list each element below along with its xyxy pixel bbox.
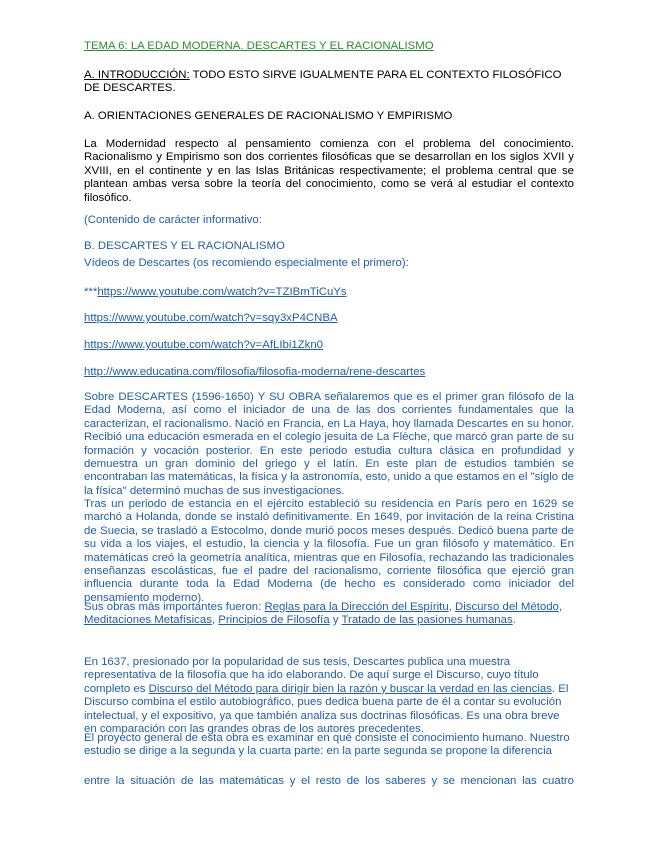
works-sep: , [558,601,563,613]
discurso-rest: . El Discurso combina el estilo autobiográfico, pues dedica buena parte de él a contar su evolución intelectual, y el expositivo, ya que también analiza sus doctrinas filosóficas. Es una obra breve en comparación con las grandes obras de los autores precedentes. [84,682,569,736]
video-link-4[interactable] [84,366,574,379]
info-note: (Contenido de carácter informativo: [84,214,262,226]
works-sep: , [448,601,456,613]
intro-label: A. INTRODUCCIÓN: [84,69,190,81]
video-link-3[interactable] [84,339,574,352]
work-reglas: Reglas para la Dirección del Espíritu [264,601,449,613]
video-link-1[interactable] [84,286,574,299]
video-link-url[interactable]: https://www.youtube.com/watch?v=sqy3xP4CNBA [84,312,338,324]
proyecto-paragraph: El proyecto general de esta obra es examinar en qué consiste el conocimiento humano. Nuestro estudio se dirige a la segunda y la cuarta parte: en la parte segunda se propone la diferencia [84,732,570,758]
discurso-lead: En 1637, presionado por la popularidad de sus tesis, Descartes publica una muestra representativa de la filosofía que ha ido elaborando. De aquí surge el Discurso, cuyo título completo es [84,656,539,695]
video-link-2[interactable] [84,312,574,325]
bio-paragraph-2: Tras un periodo de estancia en el ejército estableció su residencia en París pero en 1629 se marchó a Holanda, donde se instaló definitivamente. En 1649, por invitación de la reina Cristina de Suecia, se trasladó a Estocolmo, donde murió pocos meses después. Dedicó buena parte de su vida a los viajes, el estudio, la ciencia y la filosofía. Fue un gran filósofo y matemático. En matemáticas creó la geometría analítica, mientras que en Filosofía, rechazando las tradicionales enseñanzas escolásticas, fue el padre del racionalismo, corriente filosófica que ejerció gran influencia durante toda la Edad Moderna (de hecho es considerado como iniciador del pensamiento moderno). [84,498,574,604]
works-paragraph [84,601,574,628]
section-b-heading: B. DESCARTES Y EL RACIONALISMO [84,240,285,252]
discurso-full-title: Discurso del Método para dirigir bien la razón y buscar la verdad en las ciencias [148,682,552,695]
videos-intro: Vídeos de Descartes (os recomiendo especialmente el primero): [84,257,409,269]
intro-heading [84,69,574,96]
work-discurso: Discurso del Método [455,601,559,613]
works-lead: Sus obras más importantes fueron: [84,601,265,613]
intro-text: TODO ESTO SIRVE IGUALMENTE PARA EL CONTEXTO FILOSÓFICO DE DESCARTES. [84,69,562,95]
orientaciones-heading: A. ORIENTACIONES GENERALES DE RACIONALISMO Y EMPIRISMO [84,110,453,122]
video-link-url[interactable]: https://www.youtube.com/watch?v=AfLIbi1Zkn0 [84,339,324,351]
work-principios: Principios de Filosofía [218,614,330,627]
works-sep: y [329,614,342,627]
works-sep: , [211,614,219,627]
discurso-paragraph [84,656,574,736]
works-end: . [512,614,516,627]
video-link-url[interactable]: http://www.educatina.com/filosofia/filosofia-moderna/rene-descartes [84,366,426,378]
orientaciones-paragraph: La Modernidad respecto al pensamiento comienza con el problema del conocimiento. Racionalismo y Empirismo son dos corrientes filosóficas que se desarrollan en los siglos XVII y XVIII, en el continente y en las Islas Británicas respectivamente; el problema central que se plantean ambas versa sobre la teoría del conocimiento, como se verá al estudiar el contexto filosófico. [84,138,574,204]
document-title: TEMA 6: LA EDAD MODERNA. DESCARTES Y EL RACIONALISMO [84,40,434,52]
video-link-url[interactable]: https://www.youtube.com/watch?v=TZIBmTiCuYs [97,286,347,298]
work-tratado: Tratado de las pasiones humanas [341,614,513,627]
last-line: entre la situación de las matemáticas y el resto de los saberes y se mencionan las cuatro [84,775,574,787]
bio-paragraph-1: Sobre DESCARTES (1596-1650) Y SU OBRA señalaremos que es el primer gran filósofo de la Edad Moderna, así como el iniciador de una de las dos corrientes fundamentales que la caracterizan, el racionalismo. Nació en Francia, en La Haya, hoy llamada Descartes en su honor. Recibió una educación esmerada en el colegio jesuita de La Flèche, que marcó gran parte de su formación y vocación posterior. En este periodo estudia cultura clásica en profundidad y demuestra un gran dominio del griego y el latín. En este plan de estudios también se encontraban las matemáticas, la física y la astronomía, esto, unido a que estamos en el "siglo de la física" determinó muchas de sus investigaciones. [84,391,574,497]
video-link-prefix: *** [84,286,98,298]
work-meditaciones: Meditaciones Metafísicas [84,614,212,627]
